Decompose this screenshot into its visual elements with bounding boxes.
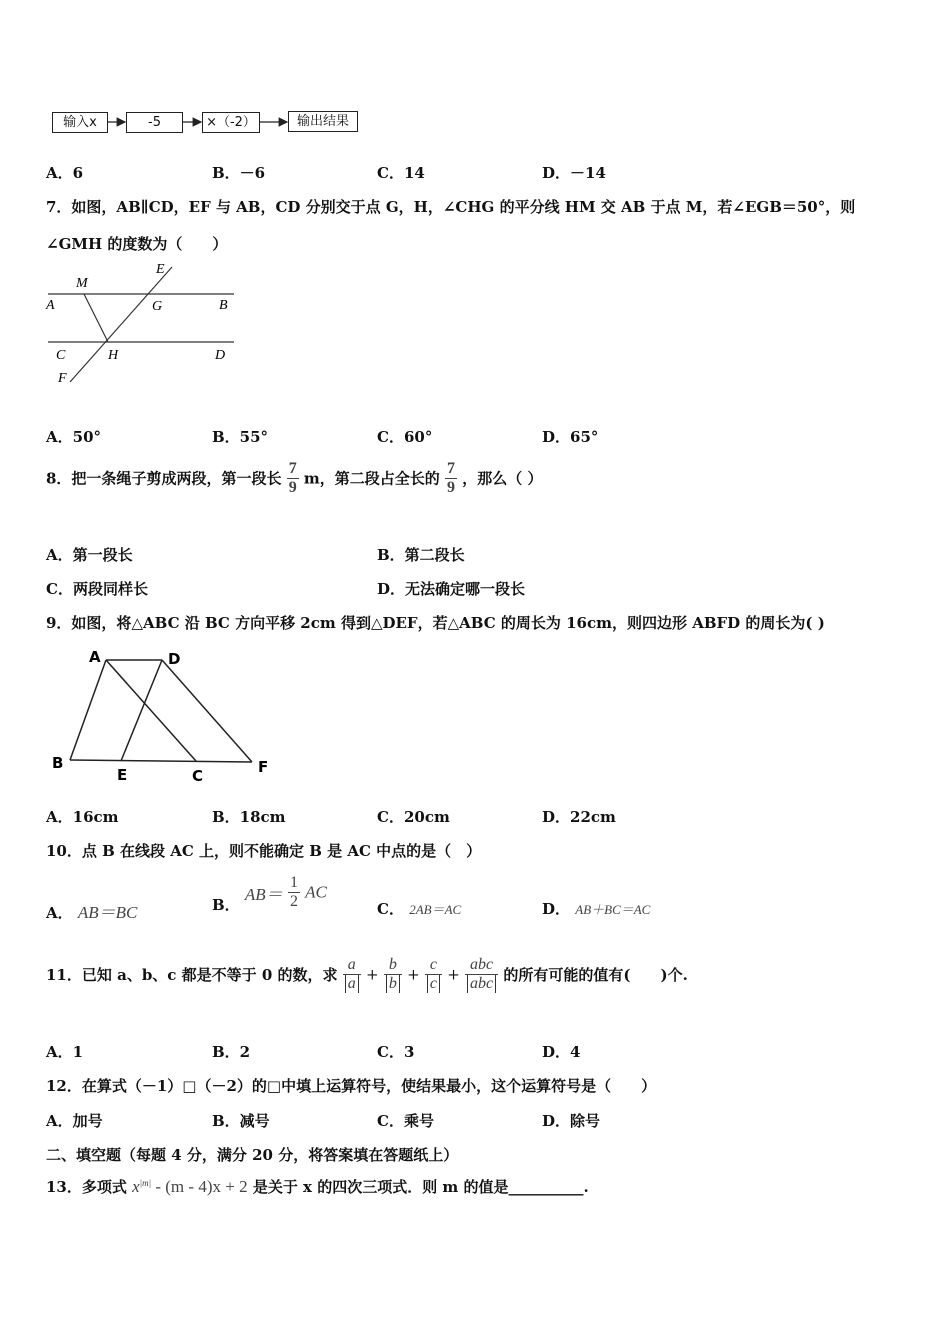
flow-box-times-neg2: ×（-2） [202, 112, 260, 133]
q9-fig-label-a: A [89, 648, 101, 666]
q8-option-b: B．第二段长 [377, 546, 465, 564]
q10-option-b-label: B． [212, 896, 240, 914]
q7-question-line2: ∠GMH 的度数为（ ） [46, 235, 228, 253]
q8-option-d: D．无法确定哪一段长 [377, 580, 526, 598]
q6-option-d: D．－14 [542, 164, 606, 182]
q7-fig-label-m: M [76, 276, 88, 291]
q9-fig-label-b: B [52, 754, 64, 772]
q11-term-c-den [425, 975, 442, 993]
q7-option-d: D．65° [542, 428, 599, 446]
q12-option-c: C．乘号 [377, 1112, 434, 1130]
q11-term-abc-abs: abc [467, 975, 496, 993]
q9-option-b: B．18cm [212, 808, 286, 826]
q7-fig-label-h: H [108, 348, 119, 363]
q11-question [46, 956, 688, 993]
q7-question-line1: 7．如图，AB∥CD，EF 与 AB，CD 分别交于点 G，H，∠CHG 的平分线 HM 交 AB 于点 M，若∠EGB＝50°，则 [46, 198, 856, 216]
q12-question: 12．在算式（－1）□（－2）的□中填上运算符号，使结果最小，这个运算符号是（ ） [46, 1077, 657, 1095]
q13-question [46, 1176, 589, 1197]
q11-term-a-num: a [343, 956, 361, 975]
q10-option-c [377, 898, 461, 919]
q6-option-b: B．－6 [212, 164, 266, 182]
q8-option-a: A．第一段长 [46, 546, 133, 564]
q13-suffix: 是关于 x 的四次三项式．则 m 的值是__________. [252, 1178, 589, 1196]
q9-fig-label-d: D [168, 650, 181, 668]
q9-option-d: D．22cm [542, 808, 616, 826]
q11-term-b-abs: b [386, 975, 400, 993]
q11-term-c-num: c [425, 956, 442, 975]
q11-term-abc-den [465, 975, 498, 993]
q8-fraction-1 [287, 460, 299, 497]
q11-term-b-num: b [384, 956, 402, 975]
q11-suffix: 的所有可能的值有( )个. [503, 966, 688, 984]
q11-term-a-den [343, 975, 361, 993]
q7-fig-label-e: E [156, 262, 165, 277]
q11-term-b-den [384, 975, 402, 993]
q10-option-c-math: 2AB＝AC [409, 902, 462, 917]
q11-option-c: C．3 [377, 1043, 415, 1061]
q13-exponent: |m| [139, 1178, 152, 1188]
q10-option-b-fraction [288, 874, 300, 911]
q12-option-a: A．加号 [46, 1112, 103, 1130]
q10-option-d [542, 898, 650, 919]
q9-figure [44, 644, 284, 784]
q11-term-c-abs: c [427, 975, 440, 993]
q9-option-c: C．20cm [377, 808, 450, 826]
q11-option-a: A．1 [46, 1043, 84, 1061]
q11-term-b [384, 956, 402, 993]
q11-term-c [425, 956, 442, 993]
q12-option-d: D．除号 [542, 1112, 601, 1130]
q10-option-d-math: AB＋BC＝AC [575, 902, 651, 917]
q11-term-abc-num: abc [465, 956, 498, 975]
q6-option-c: C．14 [377, 164, 425, 182]
flow-box-input: 输入x [52, 112, 108, 133]
q10-option-b-den: 2 [289, 893, 298, 910]
q7-fig-label-d: D [215, 348, 226, 363]
section-2-title: 二、填空题（每题 4 分，满分 20 分，将答案填在答题纸上） [46, 1146, 459, 1164]
q10-option-b-rhs: AC [305, 882, 327, 902]
q7-fig-label-c: C [56, 348, 66, 363]
q13-expr-rest: - (m - 4)x + 2 [151, 1177, 248, 1196]
q7-fig-label-g: G [152, 299, 163, 314]
q12-option-b: B．减号 [212, 1112, 270, 1130]
q10-option-b-lhs: AB＝ [244, 885, 283, 904]
q10-option-a-math: AB＝BC [77, 903, 138, 922]
q7-fig-label-b: B [219, 298, 228, 313]
q11-plus-2: + [407, 965, 420, 984]
q11-plus-3: + [447, 965, 460, 984]
q7-option-b: B．55° [212, 428, 269, 446]
q10-option-a [46, 898, 137, 923]
q7-figure [42, 262, 242, 392]
q8-prefix: 8．把一条绳子剪成两段，第一段长 [46, 469, 282, 488]
q8-frac1-num: 7 [288, 460, 297, 477]
q11-term-a [343, 956, 361, 993]
q8-frac2-den: 9 [447, 479, 456, 496]
q10-option-a-label: A． [46, 904, 73, 922]
q11-term-abc [465, 956, 498, 993]
q11-option-b: B．2 [212, 1043, 251, 1061]
q9-fig-label-c: C [192, 767, 204, 784]
q7-option-c: C．60° [377, 428, 433, 446]
q8-fraction-2 [445, 460, 457, 497]
q7-fig-label-a: A [46, 298, 55, 313]
q9-fig-label-e: E [117, 766, 128, 784]
flow-box-minus5: -5 [126, 112, 183, 133]
q11-term-a-abs: a [345, 975, 359, 993]
q10-option-b-num: 1 [289, 874, 298, 891]
q10-question: 10．点 B 在线段 AC 上，则不能确定 B 是 AC 中点的是（ ） [46, 842, 482, 860]
q11-option-d: D．4 [542, 1043, 581, 1061]
flow-box-output: 输出结果 [288, 111, 358, 132]
q8-question [46, 460, 543, 497]
q10-option-d-label: D． [542, 900, 571, 918]
flow-arrows [100, 108, 400, 138]
q7-option-a: A．50° [46, 428, 102, 446]
q8-frac2-num: 7 [447, 460, 456, 477]
q8-frac1-den: 9 [288, 479, 297, 496]
q8-option-c: C．两段同样长 [46, 580, 148, 598]
q13-expr-x: x [132, 1177, 140, 1196]
q10-option-b [212, 874, 327, 914]
q10-option-c-label: C． [377, 900, 404, 918]
q9-fig-label-f: F [258, 758, 269, 776]
q9-option-a: A．16cm [46, 808, 119, 826]
q9-question: 9．如图，将△ABC 沿 BC 方向平移 2cm 得到△DEF，若△ABC 的周长为 16cm，则四边形 ABFD 的周长为( ) [46, 614, 825, 632]
q11-prefix: 11．已知 a、b、c 都是不等于 0 的数，求 [46, 966, 338, 984]
q6-option-a: A．6 [46, 164, 84, 182]
q8-middle: m，第二段占全长的 [303, 469, 440, 488]
q7-fig-label-f: F [58, 371, 67, 386]
q13-prefix: 13．多项式 [46, 1178, 127, 1196]
q8-suffix: ，那么（ ） [462, 469, 543, 488]
q11-plus-1: + [366, 965, 379, 984]
